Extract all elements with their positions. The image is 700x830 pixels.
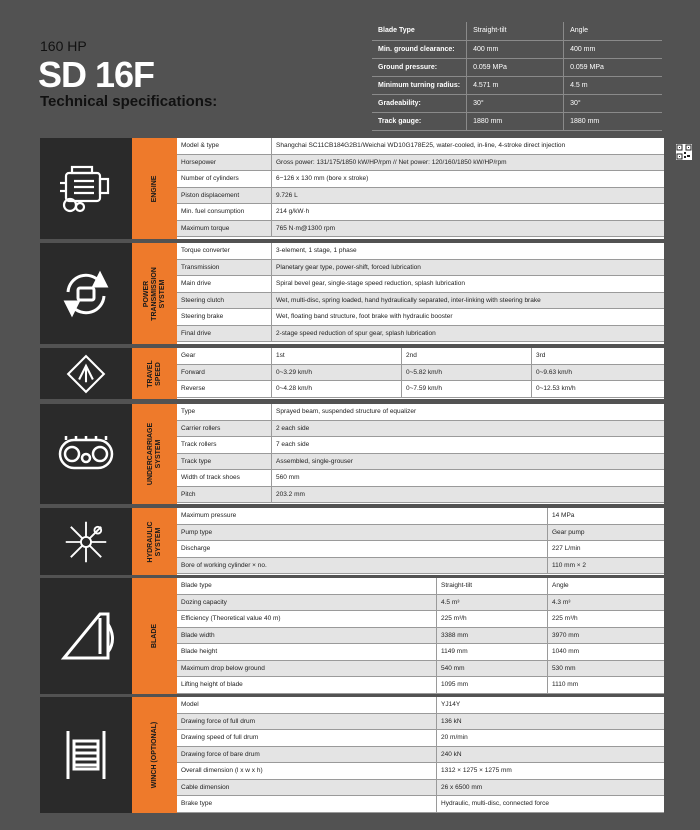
row-value: 765 N·m@1300 rpm bbox=[272, 221, 664, 238]
row-label: Horsepower bbox=[177, 155, 272, 172]
table-row bbox=[177, 138, 664, 155]
section-title-blade: BLADE bbox=[150, 623, 158, 649]
engine-table bbox=[177, 138, 664, 239]
row-value: Hydraulic, multi-disc, connected force bbox=[437, 796, 664, 813]
table-row bbox=[177, 578, 664, 595]
table-row bbox=[177, 628, 664, 645]
winch-section bbox=[40, 697, 664, 813]
row-label: Maximum drop below ground bbox=[177, 661, 437, 678]
table-row bbox=[177, 661, 664, 678]
table-row bbox=[177, 763, 664, 780]
value-straight-tilt: 4.5 m³ bbox=[437, 595, 548, 612]
table-row bbox=[177, 171, 664, 188]
qr-code-icon[interactable] bbox=[676, 144, 692, 160]
table-row bbox=[177, 525, 664, 542]
table-row bbox=[177, 558, 664, 575]
row-value: 227 L/min bbox=[548, 541, 664, 558]
value-angle: 4.3 m³ bbox=[548, 595, 664, 612]
row-value: 7 each side bbox=[272, 437, 664, 454]
summary-label: Track gauge: bbox=[372, 112, 467, 130]
value-angle: 225 m³/h bbox=[548, 611, 664, 628]
row-label: Reverse bbox=[177, 381, 272, 398]
row-label: Track type bbox=[177, 454, 272, 471]
table-row bbox=[177, 730, 664, 747]
summary-row bbox=[372, 40, 662, 58]
summary-label: Min. ground clearance: bbox=[372, 40, 467, 58]
row-value: 2-stage speed reduction of spur gear, splash lubrication bbox=[272, 326, 664, 343]
summary-value-angle: 400 mm bbox=[564, 40, 662, 58]
section-title-travel-speed: TRAVEL SPEED bbox=[146, 359, 162, 388]
row-value: Assembled, single-grouser bbox=[272, 454, 664, 471]
blade-section bbox=[40, 578, 664, 694]
engine-icon bbox=[54, 157, 118, 221]
row-label: Forward bbox=[177, 365, 272, 382]
row-value: 1312 × 1275 × 1275 mm bbox=[437, 763, 664, 780]
row-value: 214 g/kW·h bbox=[272, 204, 664, 221]
summary-value-straight: Straight-tilt bbox=[467, 22, 564, 40]
row-value: 14 MPa bbox=[548, 508, 664, 525]
row-value: YJ14Y bbox=[437, 697, 664, 714]
summary-label: Gradeability: bbox=[372, 94, 467, 112]
row-label: Transmission bbox=[177, 260, 272, 277]
undercarriage-table bbox=[177, 404, 664, 504]
table-row bbox=[177, 243, 664, 260]
row-value: 136 kN bbox=[437, 714, 664, 731]
summary-row bbox=[372, 94, 662, 112]
row-value: Shangchai SC11CB184G2B1/Weichai WD10G178E25, water-cooled, in-line, 4-stroke direct injection bbox=[272, 138, 664, 155]
table-row bbox=[177, 677, 664, 694]
row-label: Lifting height of blade bbox=[177, 677, 437, 694]
row-label: Blade type bbox=[177, 578, 437, 595]
table-row bbox=[177, 595, 664, 612]
row-value: Spiral bevel gear, single-stage speed reduction, splash lubrication bbox=[272, 276, 664, 293]
table-row bbox=[177, 326, 664, 343]
row-label: Overall dimension (l x w x h) bbox=[177, 763, 437, 780]
row-label: Number of cylinders bbox=[177, 171, 272, 188]
row-label: Track rollers bbox=[177, 437, 272, 454]
value-straight-tilt: 225 m³/h bbox=[437, 611, 548, 628]
row-value: 2 each side bbox=[272, 421, 664, 438]
row-label: Gear bbox=[177, 348, 272, 365]
table-row bbox=[177, 644, 664, 661]
row-label: Maximum torque bbox=[177, 221, 272, 238]
blade-icon bbox=[54, 604, 118, 668]
row-label: Piston displacement bbox=[177, 188, 272, 205]
track-icon bbox=[54, 422, 118, 486]
table-row bbox=[177, 437, 664, 454]
row-label: Carrier rollers bbox=[177, 421, 272, 438]
winch-icon bbox=[54, 723, 118, 787]
summary-value-angle: 4.5 m bbox=[564, 76, 662, 94]
value-angle: 1110 mm bbox=[548, 677, 664, 694]
summary-value-straight: 4.571 m bbox=[467, 76, 564, 94]
undercarriage-section bbox=[40, 404, 664, 504]
table-row bbox=[177, 714, 664, 731]
table-row bbox=[177, 155, 664, 172]
row-value: Sprayed beam, suspended structure of equalizer bbox=[272, 404, 664, 421]
row-value: 26 x 6500 mm bbox=[437, 780, 664, 797]
summary-label: Blade Type bbox=[372, 22, 467, 40]
row-value: 110 mm × 2 bbox=[548, 558, 664, 575]
table-row bbox=[177, 404, 664, 421]
model-title: SD 16F bbox=[38, 54, 155, 95]
row-label: Steering clutch bbox=[177, 293, 272, 310]
table-row bbox=[177, 348, 664, 365]
gear-1st: 0~4.28 km/h bbox=[272, 381, 402, 398]
transmission-table bbox=[177, 243, 664, 344]
gear-1st: 0~3.29 km/h bbox=[272, 365, 402, 382]
row-label: Drawing speed of full drum bbox=[177, 730, 437, 747]
row-value: 203.2 mm bbox=[272, 487, 664, 504]
row-label: Brake type bbox=[177, 796, 437, 813]
section-title-hydraulic: HYDRAULIC SYSTEM bbox=[146, 520, 162, 563]
row-value: Gross power: 131/175/1850 kW/HP/rpm // Net power: 120/160/1850 kW/HP/rpm bbox=[272, 155, 664, 172]
row-value: 20 m/min bbox=[437, 730, 664, 747]
row-label: Min. fuel consumption bbox=[177, 204, 272, 221]
table-row bbox=[177, 470, 664, 487]
row-label: Bore of working cylinder × no. bbox=[177, 558, 548, 575]
hydraulic-table bbox=[177, 508, 664, 575]
summary-row bbox=[372, 112, 662, 130]
gear-3rd: 3rd bbox=[532, 348, 664, 365]
table-row bbox=[177, 697, 664, 714]
summary-row bbox=[372, 22, 662, 40]
row-label: Steering brake bbox=[177, 309, 272, 326]
winch-table bbox=[177, 697, 664, 813]
table-row bbox=[177, 454, 664, 471]
row-value: 6−126 x 130 mm (bore x stroke) bbox=[272, 171, 664, 188]
gear-2nd: 0~5.82 km/h bbox=[402, 365, 532, 382]
summary-value-angle: 30° bbox=[564, 94, 662, 112]
table-row bbox=[177, 276, 664, 293]
summary-row bbox=[372, 76, 662, 94]
transmission-section bbox=[40, 243, 664, 344]
gear-2nd: 0~7.59 km/h bbox=[402, 381, 532, 398]
row-label: Model & type bbox=[177, 138, 272, 155]
gear-2nd: 2nd bbox=[402, 348, 532, 365]
table-row bbox=[177, 541, 664, 558]
row-label: Efficiency (Theoretical value 40 m) bbox=[177, 611, 437, 628]
row-label: Pitch bbox=[177, 487, 272, 504]
row-label: Dozing capacity bbox=[177, 595, 437, 612]
row-label: Drawing force of full drum bbox=[177, 714, 437, 731]
travel-speed-icon bbox=[64, 352, 108, 396]
transmission-icon bbox=[54, 262, 118, 326]
row-label: Discharge bbox=[177, 541, 548, 558]
travel-speed-section bbox=[40, 348, 664, 399]
table-row bbox=[177, 293, 664, 310]
row-value: Planetary gear type, power-shift, forced lubrication bbox=[272, 260, 664, 277]
section-title-winch: WINCH (OPTIONAL) bbox=[150, 721, 158, 789]
row-label: Final drive bbox=[177, 326, 272, 343]
gear-1st: 1st bbox=[272, 348, 402, 365]
row-value: Wet, floating band structure, foot brake with hydraulic booster bbox=[272, 309, 664, 326]
spec-subtitle: Technical specifications: bbox=[40, 93, 218, 110]
row-value: Wet, multi-disc, spring loaded, hand hydraulically separated, inter-linking with steering brake bbox=[272, 293, 664, 310]
table-row bbox=[177, 747, 664, 764]
table-row bbox=[177, 508, 664, 525]
engine-section bbox=[40, 138, 664, 239]
travel-speed-table bbox=[177, 348, 664, 399]
value-angle: Angle bbox=[548, 578, 664, 595]
row-label: Type bbox=[177, 404, 272, 421]
row-value: 560 mm bbox=[272, 470, 664, 487]
table-row bbox=[177, 611, 664, 628]
section-title-transmission: POWER TRANSMISSION SYSTEM bbox=[142, 266, 166, 321]
table-row bbox=[177, 221, 664, 238]
section-title-undercarriage: UNDERCARRIAGE SYSTEM bbox=[146, 422, 162, 486]
table-row bbox=[177, 188, 664, 205]
table-row bbox=[177, 365, 664, 382]
summary-value-angle: 1880 mm bbox=[564, 112, 662, 130]
gear-3rd: 0~12.53 km/h bbox=[532, 381, 664, 398]
summary-label: Minimum turning radius: bbox=[372, 76, 467, 94]
table-row bbox=[177, 204, 664, 221]
summary-row bbox=[372, 58, 662, 76]
value-straight-tilt: 540 mm bbox=[437, 661, 548, 678]
value-straight-tilt: Straight-tilt bbox=[437, 578, 548, 595]
table-row bbox=[177, 309, 664, 326]
summary-value-straight: 1880 mm bbox=[467, 112, 564, 130]
row-value: 240 kN bbox=[437, 747, 664, 764]
row-label: Torque converter bbox=[177, 243, 272, 260]
row-label: Model bbox=[177, 697, 437, 714]
table-row bbox=[177, 780, 664, 797]
row-label: Blade height bbox=[177, 644, 437, 661]
section-title-engine: ENGINE bbox=[150, 175, 158, 202]
row-label: Blade width bbox=[177, 628, 437, 645]
row-label: Main drive bbox=[177, 276, 272, 293]
row-value: Gear pump bbox=[548, 525, 664, 542]
row-label: Pump type bbox=[177, 525, 548, 542]
summary-label: Ground pressure: bbox=[372, 58, 467, 76]
hydraulic-section bbox=[40, 508, 664, 575]
summary-value-straight: 30° bbox=[467, 94, 564, 112]
table-row bbox=[177, 381, 664, 398]
horsepower-heading: 160 HP bbox=[40, 38, 87, 54]
row-value: 9.726 L bbox=[272, 188, 664, 205]
blade-table bbox=[177, 578, 664, 694]
summary-value-straight: 400 mm bbox=[467, 40, 564, 58]
value-angle: 3970 mm bbox=[548, 628, 664, 645]
value-straight-tilt: 3388 mm bbox=[437, 628, 548, 645]
value-straight-tilt: 1149 mm bbox=[437, 644, 548, 661]
summary-table bbox=[372, 22, 662, 131]
summary-value-straight: 0.059 MPa bbox=[467, 58, 564, 76]
row-label: Maximum pressure bbox=[177, 508, 548, 525]
gear-3rd: 0~9.63 km/h bbox=[532, 365, 664, 382]
table-row bbox=[177, 421, 664, 438]
table-row bbox=[177, 260, 664, 277]
table-row bbox=[177, 487, 664, 504]
row-label: Drawing force of bare drum bbox=[177, 747, 437, 764]
value-angle: 1040 mm bbox=[548, 644, 664, 661]
summary-value-angle: 0.059 MPa bbox=[564, 58, 662, 76]
summary-value-angle: Angle bbox=[564, 22, 662, 40]
row-label: Width of track shoes bbox=[177, 470, 272, 487]
value-angle: 530 mm bbox=[548, 661, 664, 678]
hydraulic-icon bbox=[59, 515, 113, 569]
value-straight-tilt: 1095 mm bbox=[437, 677, 548, 694]
table-row bbox=[177, 796, 664, 813]
row-label: Cable dimension bbox=[177, 780, 437, 797]
row-value: 3-element, 1 stage, 1 phase bbox=[272, 243, 664, 260]
